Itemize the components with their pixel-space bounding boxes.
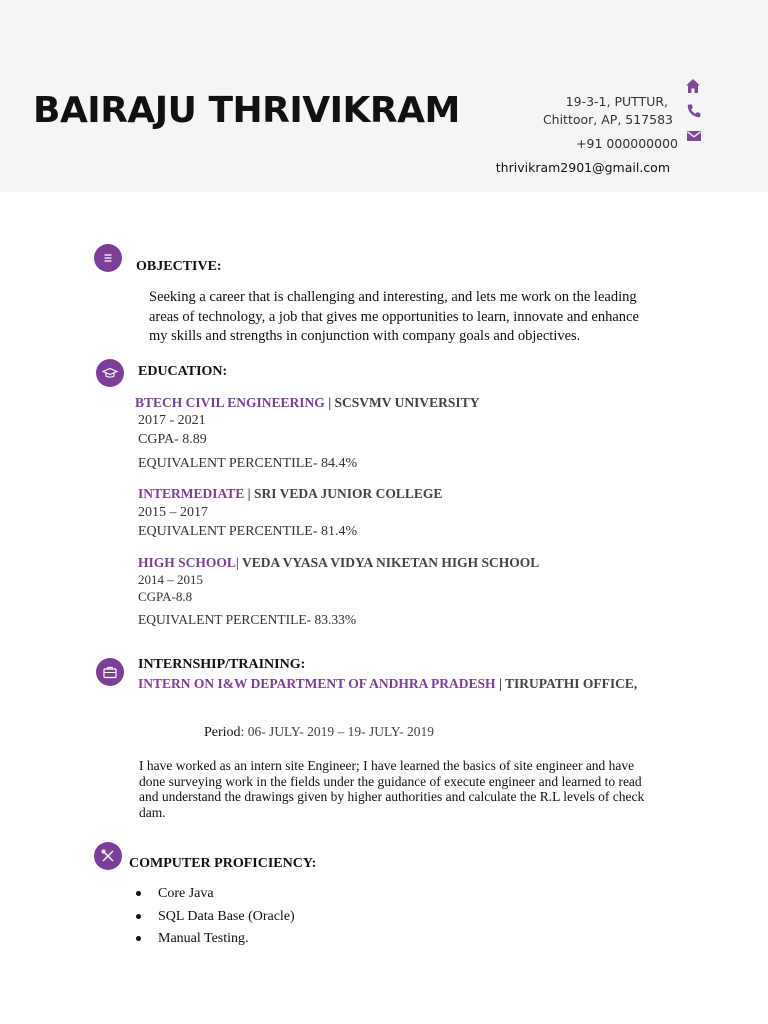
briefcase-icon [96, 658, 124, 686]
objective-line: areas of technology, a job that gives me opportunities to learn, innovate and enhance [149, 308, 639, 325]
school-heading [138, 555, 539, 571]
internship-line: I have worked as an intern site Engineer; I have learned the basics of site engineer and have [139, 758, 635, 773]
address-line-2: Chittoor, AP, 517583 [542, 112, 673, 127]
education-title: EDUCATION: [138, 364, 228, 379]
computer-title: COMPUTER PROFICIENCY: [129, 856, 317, 871]
phone-number: +91 000000000 [576, 136, 678, 151]
internship-line: and understand the drawings given by higher authorities and calculate the R.L levels of check [139, 789, 645, 804]
phone-icon [686, 103, 702, 119]
school-degree: HIGH SCHOOL| [138, 555, 239, 570]
home-icon [685, 78, 701, 94]
objective-icon [94, 244, 122, 272]
internship-line: dam. [139, 804, 166, 820]
objective-text [149, 288, 639, 347]
objective-title: OBJECTIVE: [136, 259, 222, 274]
school-cgpa: CGPA-8.8 [138, 589, 193, 604]
graduation-cap-icon [96, 359, 124, 387]
internship-line: done surveying work in the fields under the guidance of execute engineer and learned to read [139, 773, 642, 789]
btech-heading [135, 395, 479, 411]
address-line-1: 19-3-1, PUTTUR, [565, 94, 668, 109]
btech-institution: | SCSVMV UNIVERSITY [324, 395, 480, 410]
bullet [136, 914, 141, 919]
btech-cgpa: CGPA- 8.89 [138, 432, 207, 447]
internship-location: | TIRUPATHI OFFICE, [495, 676, 638, 691]
internship-description [139, 758, 644, 820]
bullet [136, 891, 141, 896]
period-label: Period [204, 725, 241, 740]
objective-line: Seeking a career that is challenging and interesting, and lets me work on the leading [149, 289, 637, 305]
intermediate-degree: INTERMEDIATE [138, 486, 245, 501]
tools-icon [94, 842, 122, 870]
email-address[interactable]: thrivikram2901@gmail.com [495, 160, 670, 175]
objective-line: my skills and strengths in conjunction with company goals and objectives. [149, 328, 581, 344]
btech-years: 2017 - 2021 [138, 413, 206, 428]
skill-item: SQL Data Base (Oracle) [158, 909, 295, 924]
intermediate-heading [138, 486, 442, 502]
period-value: : 06- JULY- 2019 – 19- JULY- 2019 [240, 724, 434, 739]
mail-icon [686, 128, 702, 144]
internship-period [204, 724, 434, 741]
internship-title: INTERNSHIP/TRAINING: [138, 657, 306, 672]
intermediate-years: 2015 – 2017 [138, 505, 208, 520]
intermediate-percentile: EQUIVALENT PERCENTILE- 81.4% [138, 524, 358, 539]
internship-heading [138, 676, 637, 692]
bullet [136, 936, 141, 941]
school-years: 2014 – 2015 [138, 572, 203, 587]
school-percentile: EQUIVALENT PERCENTILE- 83.33% [138, 612, 357, 627]
school-institution: VEDA VYASA VIDYA NIKETAN HIGH SCHOOL [238, 555, 540, 570]
btech-percentile: EQUIVALENT PERCENTILE- 84.4% [138, 456, 358, 471]
candidate-name: BAIRAJU THRIVIKRAM [33, 90, 460, 131]
intermediate-institution: | SRI VEDA JUNIOR COLLEGE [244, 486, 443, 501]
skill-item: Manual Testing. [158, 931, 249, 946]
skill-item: Core Java [158, 886, 214, 901]
internship-role: INTERN ON I&W DEPARTMENT OF ANDHRA PRADESH [138, 676, 496, 691]
btech-degree: BTECH CIVIL ENGINEERING [135, 395, 325, 410]
